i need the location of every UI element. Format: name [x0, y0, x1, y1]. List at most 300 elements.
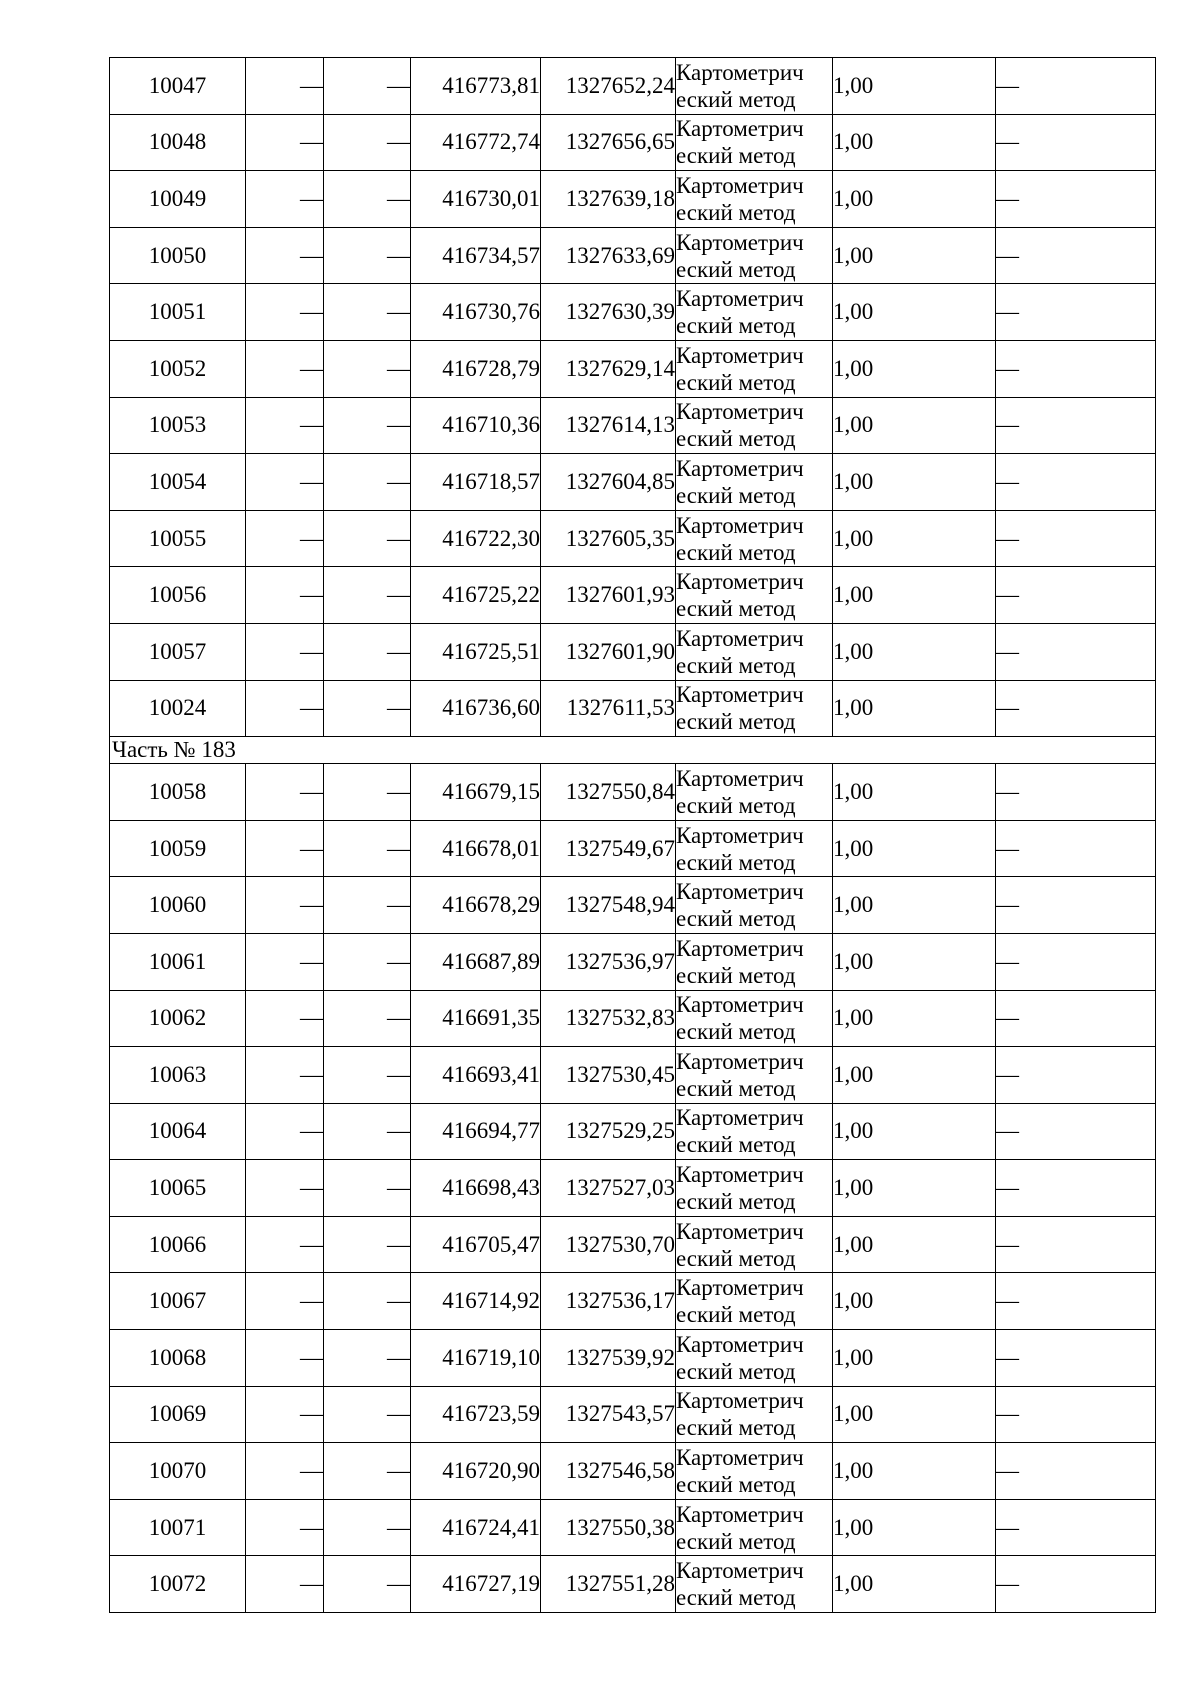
- x-coordinate-cell: 416730,76: [411, 284, 541, 341]
- method-cell: [676, 340, 833, 397]
- column-3-cell: —: [324, 764, 411, 821]
- column-8-cell: —: [996, 284, 1156, 341]
- column-3-cell: —: [324, 171, 411, 228]
- method-line-2: еский метод: [676, 1302, 796, 1328]
- accuracy-cell: 1,00: [833, 623, 996, 680]
- x-coordinate-cell: 416722,30: [411, 510, 541, 567]
- y-coordinate-cell: 1327548,94: [541, 877, 676, 934]
- y-coordinate-cell: 1327605,35: [541, 510, 676, 567]
- method-line-1: Картометрич: [676, 1275, 804, 1301]
- y-coordinate-cell: 1327611,53: [541, 680, 676, 737]
- column-8-cell: —: [996, 933, 1156, 990]
- y-coordinate-cell: 1327530,45: [541, 1047, 676, 1104]
- table-row: [110, 171, 1156, 228]
- method-line-2: еский метод: [676, 1472, 796, 1498]
- method-line-1: Картометрич: [676, 59, 804, 85]
- table-row: [110, 454, 1156, 511]
- method-cell: [676, 1103, 833, 1160]
- column-3-cell: —: [324, 1047, 411, 1104]
- column-2-cell: —: [246, 1386, 324, 1443]
- column-8-cell: —: [996, 171, 1156, 228]
- method-line-1: Картометрич: [676, 569, 804, 595]
- method-cell: [676, 1386, 833, 1443]
- method-cell: [676, 623, 833, 680]
- column-2-cell: —: [246, 510, 324, 567]
- x-coordinate-cell: 416691,35: [411, 990, 541, 1047]
- method-cell: [676, 1216, 833, 1273]
- method-line-1: Картометрич: [676, 765, 804, 791]
- column-2-cell: —: [246, 1556, 324, 1613]
- x-coordinate-cell: 416772,74: [411, 114, 541, 171]
- method-cell: [676, 567, 833, 624]
- table-row: [110, 397, 1156, 454]
- method-line-2: еский метод: [676, 652, 796, 678]
- column-8-cell: —: [996, 764, 1156, 821]
- accuracy-cell: 1,00: [833, 1499, 996, 1556]
- point-number-cell: 10053: [110, 397, 246, 454]
- accuracy-cell: 1,00: [833, 1443, 996, 1500]
- y-coordinate-cell: 1327656,65: [541, 114, 676, 171]
- column-8-cell: —: [996, 340, 1156, 397]
- y-coordinate-cell: 1327529,25: [541, 1103, 676, 1160]
- column-2-cell: —: [246, 171, 324, 228]
- column-8-cell: —: [996, 397, 1156, 454]
- column-8-cell: —: [996, 1216, 1156, 1273]
- method-cell: [676, 114, 833, 171]
- x-coordinate-cell: 416734,57: [411, 227, 541, 284]
- point-number-cell: 10059: [110, 820, 246, 877]
- column-3-cell: —: [324, 58, 411, 115]
- method-cell: [676, 58, 833, 115]
- method-cell: [676, 1160, 833, 1217]
- method-line-2: еский метод: [676, 199, 796, 225]
- column-8-cell: —: [996, 820, 1156, 877]
- table-row: [110, 764, 1156, 821]
- column-8-cell: —: [996, 454, 1156, 511]
- method-line-1: Картометрич: [676, 399, 804, 425]
- method-cell: [676, 510, 833, 567]
- x-coordinate-cell: 416727,19: [411, 1556, 541, 1613]
- method-line-1: Картометрич: [676, 935, 804, 961]
- table-row: [110, 1160, 1156, 1217]
- column-8-cell: —: [996, 1103, 1156, 1160]
- column-8-cell: —: [996, 1499, 1156, 1556]
- accuracy-cell: 1,00: [833, 340, 996, 397]
- table-row: [110, 1443, 1156, 1500]
- x-coordinate-cell: 416725,22: [411, 567, 541, 624]
- y-coordinate-cell: 1327614,13: [541, 397, 676, 454]
- point-number-cell: 10052: [110, 340, 246, 397]
- method-line-1: Картометрич: [676, 1048, 804, 1074]
- accuracy-cell: 1,00: [833, 510, 996, 567]
- accuracy-cell: 1,00: [833, 1556, 996, 1613]
- method-line-1: Картометрич: [676, 1445, 804, 1471]
- column-3-cell: —: [324, 227, 411, 284]
- x-coordinate-cell: 416724,41: [411, 1499, 541, 1556]
- x-coordinate-cell: 416687,89: [411, 933, 541, 990]
- table-row: [110, 114, 1156, 171]
- method-line-1: Картометрич: [676, 342, 804, 368]
- column-3-cell: —: [324, 1386, 411, 1443]
- column-2-cell: —: [246, 284, 324, 341]
- accuracy-cell: 1,00: [833, 1273, 996, 1330]
- point-number-cell: 10062: [110, 990, 246, 1047]
- table-row: [110, 680, 1156, 737]
- method-line-1: Картометрич: [676, 1331, 804, 1357]
- method-line-2: еский метод: [676, 1132, 796, 1158]
- x-coordinate-cell: 416725,51: [411, 623, 541, 680]
- method-cell: [676, 227, 833, 284]
- x-coordinate-cell: 416710,36: [411, 397, 541, 454]
- method-line-1: Картометрич: [676, 512, 804, 538]
- column-3-cell: —: [324, 990, 411, 1047]
- point-number-cell: 10055: [110, 510, 246, 567]
- y-coordinate-cell: 1327633,69: [541, 227, 676, 284]
- column-8-cell: —: [996, 877, 1156, 934]
- x-coordinate-cell: 416723,59: [411, 1386, 541, 1443]
- y-coordinate-cell: 1327543,57: [541, 1386, 676, 1443]
- column-8-cell: —: [996, 680, 1156, 737]
- method-line-2: еский метод: [676, 1189, 796, 1215]
- accuracy-cell: 1,00: [833, 990, 996, 1047]
- table-row: [110, 1103, 1156, 1160]
- table-row: [110, 1556, 1156, 1613]
- column-8-cell: —: [996, 1556, 1156, 1613]
- x-coordinate-cell: 416736,60: [411, 680, 541, 737]
- column-2-cell: —: [246, 340, 324, 397]
- table-row: [110, 340, 1156, 397]
- method-line-2: еский метод: [676, 849, 796, 875]
- section-label: Часть № 183: [110, 737, 1156, 764]
- column-3-cell: —: [324, 567, 411, 624]
- method-cell: [676, 284, 833, 341]
- accuracy-cell: 1,00: [833, 1047, 996, 1104]
- column-3-cell: —: [324, 1160, 411, 1217]
- column-8-cell: —: [996, 1047, 1156, 1104]
- accuracy-cell: 1,00: [833, 680, 996, 737]
- x-coordinate-cell: 416678,01: [411, 820, 541, 877]
- method-line-2: еский метод: [676, 906, 796, 932]
- y-coordinate-cell: 1327630,39: [541, 284, 676, 341]
- table-row: [110, 227, 1156, 284]
- point-number-cell: 10064: [110, 1103, 246, 1160]
- method-line-2: еский метод: [676, 792, 796, 818]
- table-row: [110, 510, 1156, 567]
- point-number-cell: 10024: [110, 680, 246, 737]
- column-8-cell: —: [996, 567, 1156, 624]
- table-row: [110, 820, 1156, 877]
- table-row: [110, 990, 1156, 1047]
- point-number-cell: 10047: [110, 58, 246, 115]
- method-line-1: Картометрич: [676, 229, 804, 255]
- point-number-cell: 10056: [110, 567, 246, 624]
- accuracy-cell: 1,00: [833, 877, 996, 934]
- method-line-1: Картометрич: [676, 116, 804, 142]
- column-3-cell: —: [324, 1556, 411, 1613]
- table-row: [110, 1330, 1156, 1387]
- point-number-cell: 10060: [110, 877, 246, 934]
- column-3-cell: —: [324, 820, 411, 877]
- column-3-cell: —: [324, 1103, 411, 1160]
- column-3-cell: —: [324, 397, 411, 454]
- method-cell: [676, 1047, 833, 1104]
- accuracy-cell: 1,00: [833, 114, 996, 171]
- point-number-cell: 10057: [110, 623, 246, 680]
- accuracy-cell: 1,00: [833, 933, 996, 990]
- coordinates-table: [109, 57, 1156, 1613]
- point-number-cell: 10069: [110, 1386, 246, 1443]
- accuracy-cell: 1,00: [833, 1386, 996, 1443]
- y-coordinate-cell: 1327601,93: [541, 567, 676, 624]
- table-row: [110, 877, 1156, 934]
- method-cell: [676, 1273, 833, 1330]
- method-line-2: еский метод: [676, 1528, 796, 1554]
- column-3-cell: —: [324, 340, 411, 397]
- point-number-cell: 10049: [110, 171, 246, 228]
- table-row: [110, 284, 1156, 341]
- method-line-1: Картометрич: [676, 172, 804, 198]
- y-coordinate-cell: 1327601,90: [541, 623, 676, 680]
- column-2-cell: —: [246, 1160, 324, 1217]
- accuracy-cell: 1,00: [833, 1160, 996, 1217]
- method-line-2: еский метод: [676, 539, 796, 565]
- column-2-cell: —: [246, 58, 324, 115]
- table-row: [110, 1499, 1156, 1556]
- accuracy-cell: 1,00: [833, 567, 996, 624]
- accuracy-cell: 1,00: [833, 820, 996, 877]
- y-coordinate-cell: 1327532,83: [541, 990, 676, 1047]
- method-cell: [676, 680, 833, 737]
- point-number-cell: 10072: [110, 1556, 246, 1613]
- accuracy-cell: 1,00: [833, 58, 996, 115]
- y-coordinate-cell: 1327549,67: [541, 820, 676, 877]
- column-8-cell: —: [996, 1443, 1156, 1500]
- column-2-cell: —: [246, 1499, 324, 1556]
- method-line-2: еский метод: [676, 1019, 796, 1045]
- column-3-cell: —: [324, 1499, 411, 1556]
- y-coordinate-cell: 1327536,97: [541, 933, 676, 990]
- method-line-2: еский метод: [676, 1075, 796, 1101]
- method-line-1: Картометрич: [676, 682, 804, 708]
- column-3-cell: —: [324, 877, 411, 934]
- column-2-cell: —: [246, 1443, 324, 1500]
- point-number-cell: 10048: [110, 114, 246, 171]
- point-number-cell: 10051: [110, 284, 246, 341]
- method-cell: [676, 933, 833, 990]
- x-coordinate-cell: 416728,79: [411, 340, 541, 397]
- column-2-cell: —: [246, 623, 324, 680]
- x-coordinate-cell: 416714,92: [411, 1273, 541, 1330]
- accuracy-cell: 1,00: [833, 1103, 996, 1160]
- method-line-1: Картометрич: [676, 992, 804, 1018]
- table-row: [110, 933, 1156, 990]
- y-coordinate-cell: 1327551,28: [541, 1556, 676, 1613]
- accuracy-cell: 1,00: [833, 764, 996, 821]
- x-coordinate-cell: 416679,15: [411, 764, 541, 821]
- y-coordinate-cell: 1327550,38: [541, 1499, 676, 1556]
- method-cell: [676, 1499, 833, 1556]
- column-2-cell: —: [246, 454, 324, 511]
- method-line-2: еский метод: [676, 709, 796, 735]
- method-line-2: еский метод: [676, 1415, 796, 1441]
- method-line-2: еский метод: [676, 313, 796, 339]
- x-coordinate-cell: 416719,10: [411, 1330, 541, 1387]
- x-coordinate-cell: 416693,41: [411, 1047, 541, 1104]
- column-3-cell: —: [324, 680, 411, 737]
- column-2-cell: —: [246, 227, 324, 284]
- method-cell: [676, 1330, 833, 1387]
- column-3-cell: —: [324, 1330, 411, 1387]
- column-2-cell: —: [246, 933, 324, 990]
- column-3-cell: —: [324, 1443, 411, 1500]
- method-cell: [676, 877, 833, 934]
- y-coordinate-cell: 1327550,84: [541, 764, 676, 821]
- table-row: [110, 1216, 1156, 1273]
- column-8-cell: —: [996, 510, 1156, 567]
- column-2-cell: —: [246, 764, 324, 821]
- point-number-cell: 10054: [110, 454, 246, 511]
- column-3-cell: —: [324, 114, 411, 171]
- column-8-cell: —: [996, 1273, 1156, 1330]
- column-2-cell: —: [246, 990, 324, 1047]
- y-coordinate-cell: 1327639,18: [541, 171, 676, 228]
- method-cell: [676, 454, 833, 511]
- y-coordinate-cell: 1327530,70: [541, 1216, 676, 1273]
- accuracy-cell: 1,00: [833, 397, 996, 454]
- column-2-cell: —: [246, 1216, 324, 1273]
- column-8-cell: —: [996, 1386, 1156, 1443]
- column-3-cell: —: [324, 284, 411, 341]
- method-line-1: Картометрич: [676, 455, 804, 481]
- method-line-1: Картометрич: [676, 822, 804, 848]
- method-line-2: еский метод: [676, 1245, 796, 1271]
- method-line-1: Картометрич: [676, 1105, 804, 1131]
- table-row: [110, 623, 1156, 680]
- x-coordinate-cell: 416678,29: [411, 877, 541, 934]
- y-coordinate-cell: 1327536,17: [541, 1273, 676, 1330]
- table-row: [110, 1386, 1156, 1443]
- y-coordinate-cell: 1327604,85: [541, 454, 676, 511]
- method-cell: [676, 1443, 833, 1500]
- y-coordinate-cell: 1327629,14: [541, 340, 676, 397]
- method-line-1: Картометрич: [676, 879, 804, 905]
- column-8-cell: —: [996, 623, 1156, 680]
- column-2-cell: —: [246, 1047, 324, 1104]
- x-coordinate-cell: 416694,77: [411, 1103, 541, 1160]
- accuracy-cell: 1,00: [833, 227, 996, 284]
- point-number-cell: 10068: [110, 1330, 246, 1387]
- point-number-cell: 10061: [110, 933, 246, 990]
- method-line-1: Картометрич: [676, 286, 804, 312]
- y-coordinate-cell: 1327652,24: [541, 58, 676, 115]
- column-3-cell: —: [324, 510, 411, 567]
- table-row: [110, 1273, 1156, 1330]
- point-number-cell: 10067: [110, 1273, 246, 1330]
- method-cell: [676, 820, 833, 877]
- section-header-row: [110, 737, 1156, 764]
- column-8-cell: —: [996, 990, 1156, 1047]
- method-line-1: Картометрич: [676, 1558, 804, 1584]
- column-3-cell: —: [324, 623, 411, 680]
- method-cell: [676, 171, 833, 228]
- table-row: [110, 1047, 1156, 1104]
- column-2-cell: —: [246, 567, 324, 624]
- y-coordinate-cell: 1327527,03: [541, 1160, 676, 1217]
- column-3-cell: —: [324, 1216, 411, 1273]
- point-number-cell: 10058: [110, 764, 246, 821]
- x-coordinate-cell: 416705,47: [411, 1216, 541, 1273]
- method-line-2: еский метод: [676, 256, 796, 282]
- accuracy-cell: 1,00: [833, 454, 996, 511]
- method-line-1: Картометрич: [676, 1162, 804, 1188]
- accuracy-cell: 1,00: [833, 284, 996, 341]
- method-cell: [676, 1556, 833, 1613]
- accuracy-cell: 1,00: [833, 1216, 996, 1273]
- column-2-cell: —: [246, 680, 324, 737]
- method-cell: [676, 764, 833, 821]
- accuracy-cell: 1,00: [833, 171, 996, 228]
- column-2-cell: —: [246, 1273, 324, 1330]
- point-number-cell: 10070: [110, 1443, 246, 1500]
- column-2-cell: —: [246, 877, 324, 934]
- column-2-cell: —: [246, 114, 324, 171]
- y-coordinate-cell: 1327546,58: [541, 1443, 676, 1500]
- method-line-2: еский метод: [676, 1585, 796, 1611]
- column-8-cell: —: [996, 1160, 1156, 1217]
- point-number-cell: 10066: [110, 1216, 246, 1273]
- method-line-1: Картометрич: [676, 1501, 804, 1527]
- method-line-1: Картометрич: [676, 1388, 804, 1414]
- method-cell: [676, 397, 833, 454]
- column-8-cell: —: [996, 1330, 1156, 1387]
- column-8-cell: —: [996, 114, 1156, 171]
- method-line-2: еский метод: [676, 369, 796, 395]
- table-row: [110, 58, 1156, 115]
- point-number-cell: 10050: [110, 227, 246, 284]
- method-line-2: еский метод: [676, 482, 796, 508]
- column-8-cell: —: [996, 58, 1156, 115]
- method-line-2: еский метод: [676, 1358, 796, 1384]
- y-coordinate-cell: 1327539,92: [541, 1330, 676, 1387]
- x-coordinate-cell: 416698,43: [411, 1160, 541, 1217]
- method-line-2: еский метод: [676, 596, 796, 622]
- table-body: [110, 58, 1156, 1613]
- method-line-2: еский метод: [676, 426, 796, 452]
- x-coordinate-cell: 416730,01: [411, 171, 541, 228]
- method-line-2: еский метод: [676, 962, 796, 988]
- point-number-cell: 10065: [110, 1160, 246, 1217]
- column-8-cell: —: [996, 227, 1156, 284]
- accuracy-cell: 1,00: [833, 1330, 996, 1387]
- column-2-cell: —: [246, 1103, 324, 1160]
- table-row: [110, 567, 1156, 624]
- method-line-1: Картометрич: [676, 625, 804, 651]
- x-coordinate-cell: 416718,57: [411, 454, 541, 511]
- x-coordinate-cell: 416720,90: [411, 1443, 541, 1500]
- column-3-cell: —: [324, 454, 411, 511]
- column-2-cell: —: [246, 820, 324, 877]
- method-line-2: еский метод: [676, 143, 796, 169]
- column-2-cell: —: [246, 397, 324, 454]
- method-cell: [676, 990, 833, 1047]
- column-2-cell: —: [246, 1330, 324, 1387]
- point-number-cell: 10063: [110, 1047, 246, 1104]
- point-number-cell: 10071: [110, 1499, 246, 1556]
- method-line-1: Картометрич: [676, 1218, 804, 1244]
- column-3-cell: —: [324, 1273, 411, 1330]
- column-3-cell: —: [324, 933, 411, 990]
- method-line-2: еский метод: [676, 86, 796, 112]
